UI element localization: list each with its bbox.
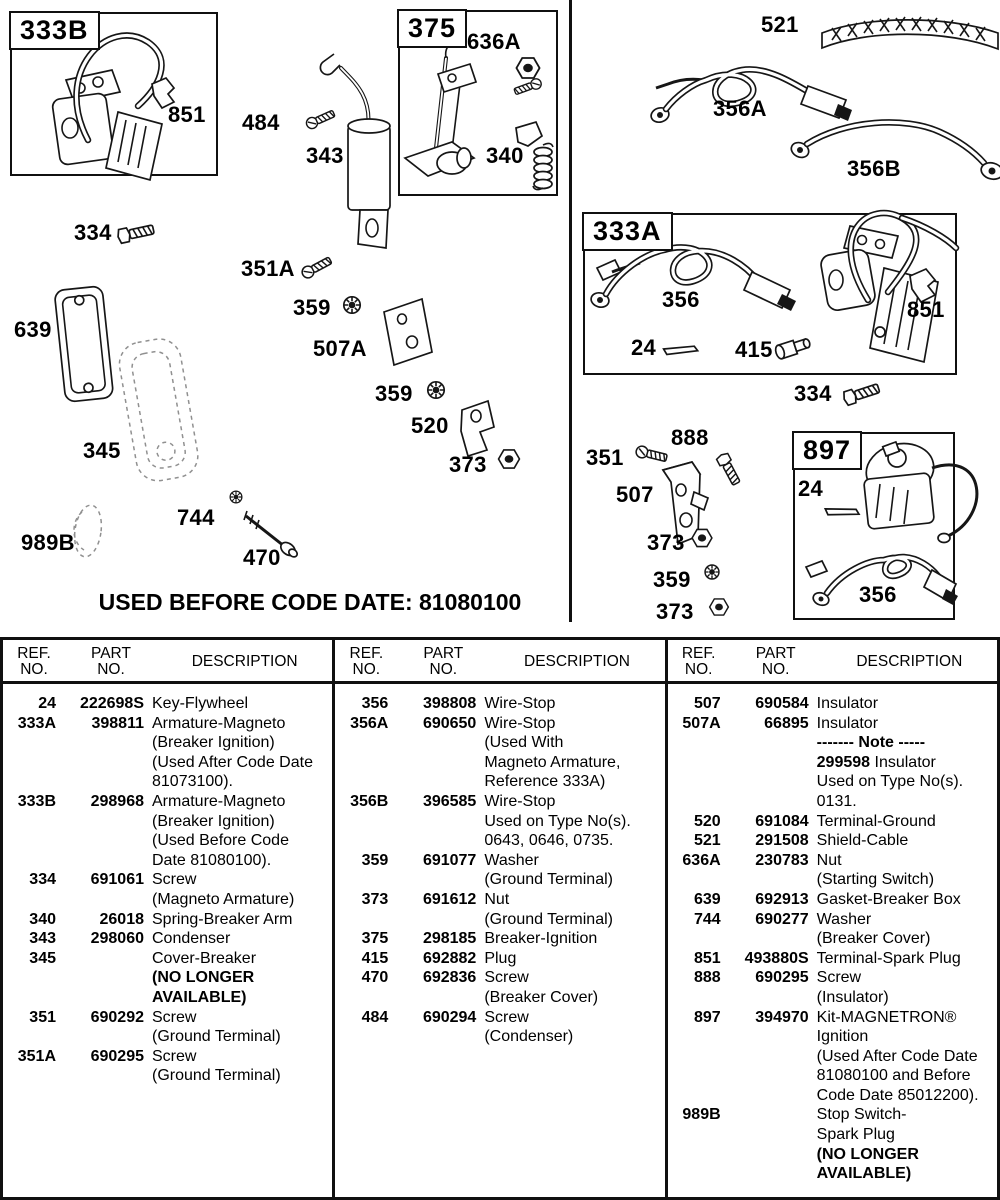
part-no-cell: 690295: [755, 969, 809, 987]
ref-no-cell: 744: [693, 910, 721, 928]
ref-no-cell: 888: [693, 969, 721, 987]
description-cell: Spring-Breaker Arm: [152, 910, 293, 928]
description-cell: Gasket-Breaker Box: [816, 890, 961, 908]
washer-359-drawing: [428, 382, 444, 398]
description-cell: Breaker-Ignition: [484, 930, 598, 948]
table-row: [3, 929, 332, 949]
description-cell: Screw (Condenser): [484, 1008, 574, 1046]
table-rows: [668, 684, 997, 1184]
ref-no-cell: 373: [361, 890, 389, 908]
part-no-cell: 691612: [422, 890, 477, 908]
table-row: [335, 890, 664, 929]
table-row: [335, 968, 664, 1007]
part-label-415: 415: [735, 337, 773, 362]
ref-no-cell: 470: [361, 969, 389, 987]
insulator-507a-drawing: [384, 299, 432, 365]
table-row: [3, 714, 332, 792]
description-cell: Insulator ------- Note ----- 299598 Insulator Used on Type No(s). 0131.: [816, 714, 964, 810]
part-label-507a: 507A: [313, 336, 367, 361]
nut-373-drawing: [499, 450, 520, 468]
box-label-897: 897: [792, 431, 862, 470]
shield-cable-521-drawing: [822, 17, 998, 49]
part-label-24: 24: [631, 335, 657, 360]
description-cell: Stop Switch- Spark Plug (NO LONGER AVAILABLE): [816, 1106, 919, 1183]
part-no-cell: 690584: [755, 695, 809, 712]
table-column-1: [3, 640, 332, 1197]
part-label-521: 521: [761, 12, 799, 37]
description-cell: Screw (Ground Terminal): [152, 1008, 281, 1046]
ref-no-cell: 356B: [350, 792, 389, 810]
spring-340-drawing: [533, 143, 553, 189]
table-row: [668, 910, 997, 949]
part-no-cell: [729, 1105, 809, 1183]
description-cell: Screw (Ground Terminal): [152, 1047, 281, 1085]
table-row: [335, 929, 664, 949]
description-cell: Nut (Ground Terminal): [484, 890, 613, 928]
key-24-897-drawing: [824, 502, 860, 522]
part-no-cell: 691084: [755, 812, 809, 830]
table-row: [668, 1105, 997, 1183]
ref-no-cell: 359: [361, 851, 389, 869]
table-header: [668, 640, 997, 684]
part-label-356: 356: [859, 582, 897, 607]
table-row: [335, 949, 664, 969]
description-cell: Armature-Magneto (Breaker Ignition) (Used Before Code Date 81080100).: [152, 792, 289, 869]
magnetron-kit-897-drawing: [861, 437, 977, 542]
part-label-334: 334: [74, 220, 112, 245]
part-no-cell: 298060: [90, 930, 144, 948]
table-header: [335, 640, 664, 684]
ref-no-cell: 333B: [17, 792, 56, 810]
part-no-cell: 230783: [755, 851, 809, 869]
table-row: [668, 831, 997, 851]
part-no-cell: 691077: [422, 851, 477, 869]
part-no-cell: 690292: [90, 1008, 144, 1026]
ref-no-cell: 484: [361, 1008, 389, 1026]
part-label-373: 373: [449, 452, 487, 477]
table-row: [668, 949, 997, 969]
description-cell: Plug: [484, 949, 517, 967]
part-no-cell: 291508: [755, 832, 809, 850]
nut-636a-drawing: [516, 58, 539, 78]
part-label-359: 359: [375, 381, 413, 406]
description-cell: Washer (Ground Terminal): [484, 851, 613, 889]
box-label-333a: 333A: [582, 212, 673, 251]
ref-no-cell: 333A: [17, 714, 56, 732]
ref-no-cell: 334: [29, 871, 56, 889]
table-row: [668, 1008, 997, 1106]
gasket-639-drawing: [54, 286, 113, 402]
part-label-851: 851: [907, 297, 945, 322]
part-no-cell: 398811: [91, 714, 144, 732]
washer-359-drawing: [705, 565, 719, 579]
stop-switch-989b-drawing: [72, 503, 105, 558]
ref-no-header: REF. NO.: [349, 644, 384, 678]
part-label-639: 639: [14, 317, 52, 342]
screw-334-right-drawing: [842, 381, 881, 405]
part-label-351a: 351A: [241, 256, 295, 281]
table-column-3: [665, 640, 997, 1197]
description-cell: Washer (Breaker Cover): [816, 910, 931, 948]
table-row: [668, 714, 997, 812]
ref-no-cell: 989B: [682, 1106, 721, 1124]
part-label-359: 359: [293, 295, 331, 320]
ref-no-cell: 636A: [682, 851, 721, 869]
description-cell: Shield-Cable: [816, 832, 909, 850]
table-row: [3, 1047, 332, 1086]
code-date-caption: USED BEFORE CODE DATE: 81080100: [98, 589, 522, 615]
table-row: [335, 851, 664, 890]
part-label-851: 851: [168, 102, 206, 127]
description-cell: Wire-Stop: [484, 695, 556, 712]
part-no-cell: 692913: [755, 890, 809, 908]
part-no-cell: 66895: [764, 714, 809, 732]
parts-table: [0, 637, 1000, 1200]
part-label-484: 484: [242, 110, 280, 135]
part-label-989b: 989B: [21, 530, 75, 555]
ref-no-cell: 340: [29, 910, 56, 928]
description-cell: Terminal-Spark Plug: [816, 949, 961, 967]
screw-484-drawing: [305, 108, 336, 130]
screw-334-left-drawing: [117, 222, 155, 243]
ref-no-cell: 897: [693, 1008, 721, 1026]
description-cell: Key-Flywheel: [152, 695, 249, 712]
part-no-cell: [64, 949, 144, 1008]
description-cell: Cover-Breaker (NO LONGER AVAILABLE): [152, 949, 257, 1006]
table-header: [3, 640, 332, 684]
washer-359-drawing: [344, 297, 360, 313]
part-label-356: 356: [662, 287, 700, 312]
part-label-351: 351: [586, 445, 624, 470]
description-cell: Condenser: [152, 930, 231, 948]
ref-no-cell: 639: [693, 890, 721, 908]
part-no-cell: 690295: [90, 1047, 144, 1065]
part-label-470: 470: [243, 545, 281, 570]
nut-373-drawing: [692, 529, 712, 546]
armature-magneto-333b-drawing: [52, 36, 174, 180]
table-row: [3, 1008, 332, 1047]
part-no-cell: 222698S: [79, 695, 144, 712]
description-header: DESCRIPTION: [524, 652, 630, 670]
part-no-cell: 691061: [90, 871, 144, 889]
part-label-343: 343: [306, 143, 344, 168]
table-row: [3, 792, 332, 870]
part-label-340: 340: [486, 143, 524, 168]
ref-no-header: REF. NO.: [17, 644, 51, 678]
part-label-359: 359: [653, 567, 691, 592]
table-row: [668, 851, 997, 890]
part-label-373: 373: [647, 530, 685, 555]
screw-351a-drawing: [300, 255, 333, 280]
description-cell: Wire-Stop (Used With Magneto Armature, Reference 333A): [484, 714, 621, 791]
table-row: [668, 694, 997, 714]
part-no-cell: 690650: [422, 714, 477, 732]
part-label-356b: 356B: [847, 156, 901, 181]
description-cell: Nut (Starting Switch): [816, 851, 935, 889]
table-row: [3, 949, 332, 1008]
table-row: [335, 694, 664, 714]
part-label-888: 888: [671, 425, 709, 450]
part-label-520: 520: [411, 413, 449, 438]
table-column-2: [332, 640, 664, 1197]
nut-373-drawing: [710, 599, 729, 615]
box-label-375: 375: [397, 9, 467, 48]
box-label-333b: 333B: [9, 11, 100, 50]
ref-no-cell: 343: [29, 930, 56, 948]
terminal-ground-520-drawing: [461, 401, 494, 456]
description-cell: Screw (Magneto Armature): [152, 871, 295, 908]
description-cell: Wire-Stop Used on Type No(s). 0643, 0646, 0735.: [484, 792, 631, 850]
part-no-cell: 690277: [755, 910, 809, 928]
part-no-cell: 690294: [422, 1008, 477, 1026]
ref-no-cell: 507: [693, 695, 721, 712]
part-label-636a: 636A: [467, 29, 521, 54]
table-row: [3, 870, 332, 909]
table-row: [668, 890, 997, 910]
table-row: [668, 968, 997, 1007]
part-no-header: PART NO.: [91, 644, 131, 678]
description-header: DESCRIPTION: [856, 652, 963, 670]
ref-no-cell: 520: [693, 812, 721, 830]
description-cell: Kit-MAGNETRON® Ignition (Used After Code Date 81080100 and Before Code Date 85012200).: [816, 1008, 979, 1104]
ref-no-cell: 521: [693, 832, 721, 850]
ref-no-cell: 415: [361, 949, 389, 967]
part-label-24: 24: [798, 476, 824, 501]
ref-no-cell: 351A: [17, 1047, 56, 1065]
part-no-cell: 493880S: [744, 949, 809, 967]
part-no-cell: 396585: [422, 792, 477, 810]
screw-888-drawing: [716, 452, 742, 487]
part-no-cell: 692836: [422, 969, 477, 987]
ref-no-cell: 351: [29, 1008, 56, 1026]
description-cell: Insulator: [816, 695, 879, 712]
part-no-cell: 398808: [422, 695, 477, 712]
ref-no-cell: 507A: [682, 714, 721, 732]
ref-no-cell: 24: [38, 695, 56, 712]
cover-breaker-345-drawing: [116, 336, 201, 485]
ref-no-cell: 375: [361, 930, 389, 948]
part-label-373: 373: [656, 599, 694, 624]
table-row: [3, 910, 332, 930]
description-cell: Screw (Breaker Cover): [484, 969, 599, 1006]
ref-no-cell: 851: [693, 949, 721, 967]
table-rows: [335, 684, 664, 1047]
part-label-345: 345: [83, 438, 121, 463]
part-no-cell: 692882: [422, 949, 477, 967]
part-label-356a: 356A: [713, 96, 767, 121]
part-no-cell: 394970: [755, 1008, 809, 1026]
part-no-cell: 298185: [422, 930, 477, 948]
ref-no-cell: 356: [361, 695, 389, 712]
ref-no-cell: 356A: [350, 714, 389, 732]
table-row: [335, 792, 664, 851]
screw-351-drawing: [635, 445, 668, 464]
table-row: [3, 694, 332, 714]
plug-415-drawing: [774, 336, 812, 360]
armature-magneto-333a-drawing: [820, 213, 956, 362]
part-no-header: PART NO.: [755, 644, 796, 678]
description-cell: Screw (Insulator): [816, 969, 889, 1006]
part-no-cell: 26018: [99, 910, 144, 928]
part-no-header: PART NO.: [423, 644, 464, 678]
washer-744-drawing: [230, 491, 242, 503]
part-label-507: 507: [616, 482, 654, 507]
description-cell: Terminal-Ground: [816, 812, 936, 830]
part-no-cell: 298968: [90, 792, 144, 810]
table-rows: [3, 684, 332, 1086]
table-row: [335, 1008, 664, 1047]
table-row: [335, 714, 664, 792]
description-cell: Armature-Magneto (Breaker Ignition) (Used After Code Date 81073100).: [152, 714, 313, 791]
table-row: [668, 812, 997, 832]
part-label-334: 334: [794, 381, 832, 406]
key-24-drawing: [663, 342, 698, 359]
part-label-744: 744: [177, 505, 215, 530]
description-header: DESCRIPTION: [191, 652, 298, 670]
ref-no-header: REF. NO.: [681, 644, 716, 678]
ref-no-cell: 345: [29, 949, 56, 967]
